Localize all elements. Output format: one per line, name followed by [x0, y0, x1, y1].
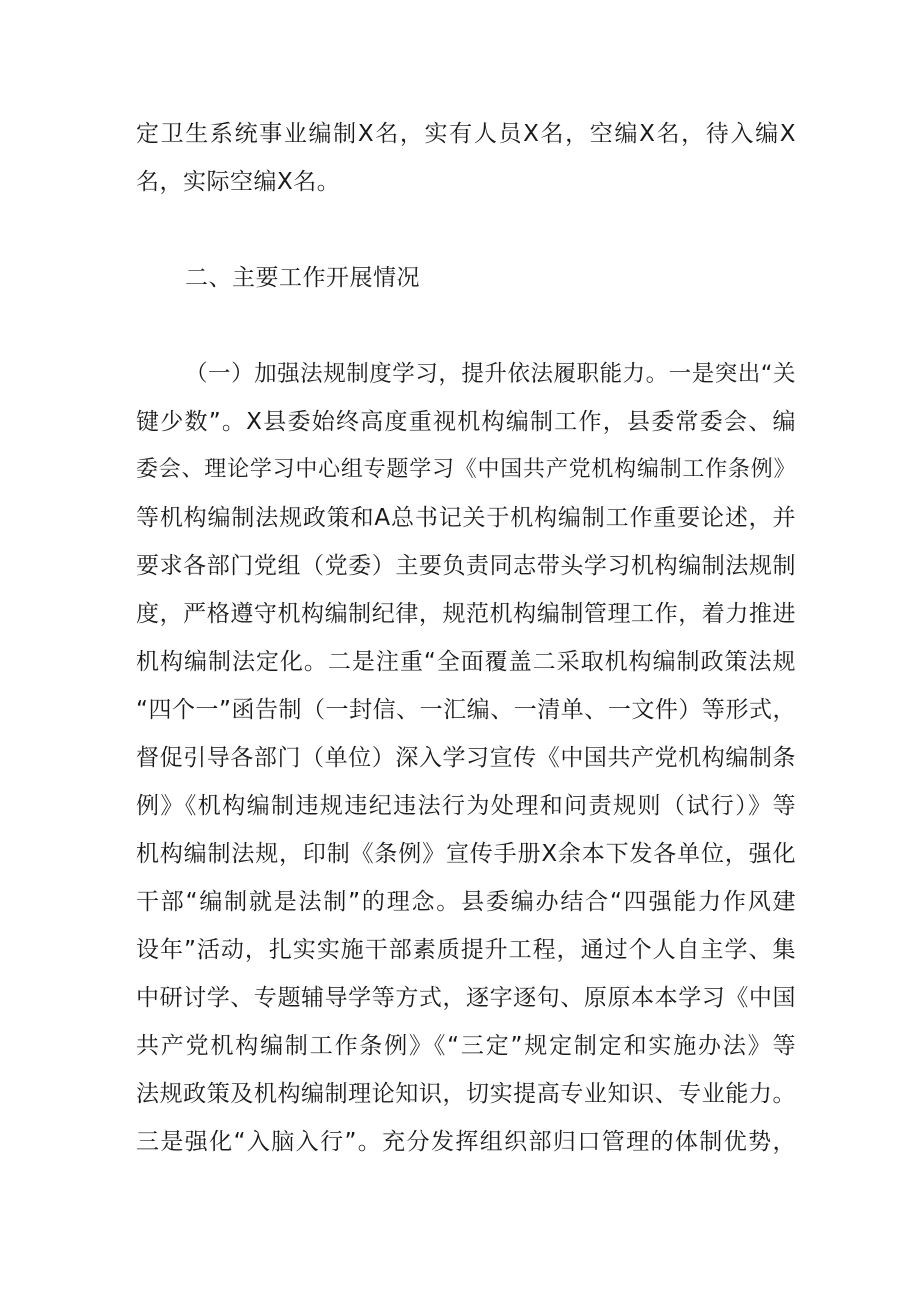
text-line: 委会、理论学习中心组专题学习《中国共产党机构编制工作条例》: [136, 457, 796, 482]
text-line: 定卫生系统事业编制X名，实有人员X名，空编X名，待入编X: [136, 121, 796, 147]
text-line: 度，严格遵守机构编制纪律，规范机构编制管理工作，着力推进: [136, 601, 796, 627]
text-line: 键少数”。X县委始终高度重视机构编制工作，县委常委会、编: [136, 409, 796, 435]
text-line: 督促引导各部门（单位）深入学习宣传《中国共产党机构编制条: [136, 745, 796, 771]
text-line: 要求各部门党组（党委）主要负责同志带头学习机构编制法规制: [136, 553, 796, 579]
text-line: 机构编制法定化。二是注重“全面覆盖二采取机构编制政策法规: [136, 649, 796, 675]
text-line: 例》《机构编制违规违纪违法行为处理和问责规则（试行）》等: [136, 793, 796, 819]
text-line: 三是强化“入脑入行”。充分发挥组织部归口管理的体制优势，: [136, 1129, 796, 1155]
text-line: 设年”活动，扎实实施干部素质提升工程，通过个人自主学、集: [136, 937, 796, 963]
text-line: “四个一”函告制（一封信、一汇编、一清单、一文件）等形式，: [136, 697, 796, 723]
text-line: 等机构编制法规政策和A总书记关于机构编制工作重要论述，并: [136, 505, 796, 531]
text-line: 中研讨学、专题辅导学等方式，逐字逐句、原原本本学习《中国: [136, 985, 796, 1011]
text-line: 干部“编制就是法制”的理念。县委编办结合“四强能力作风建: [136, 889, 796, 915]
text-line: 法规政策及机构编制理论知识，切实提高专业知识、专业能力。: [136, 1081, 796, 1107]
section-heading: 二、主要工作开展情况: [185, 265, 420, 291]
text-line: 共产党机构编制工作条例》《“三定”规定制定和实施办法》等: [136, 1033, 796, 1059]
text-line: （一）加强法规制度学习，提升依法履职能力。一是突出“关: [185, 361, 796, 387]
text-line: 机构编制法规，印制《条例》宣传手册X余本下发各单位，强化: [136, 841, 796, 867]
text-line: 名，实际空编X名。: [136, 169, 341, 195]
